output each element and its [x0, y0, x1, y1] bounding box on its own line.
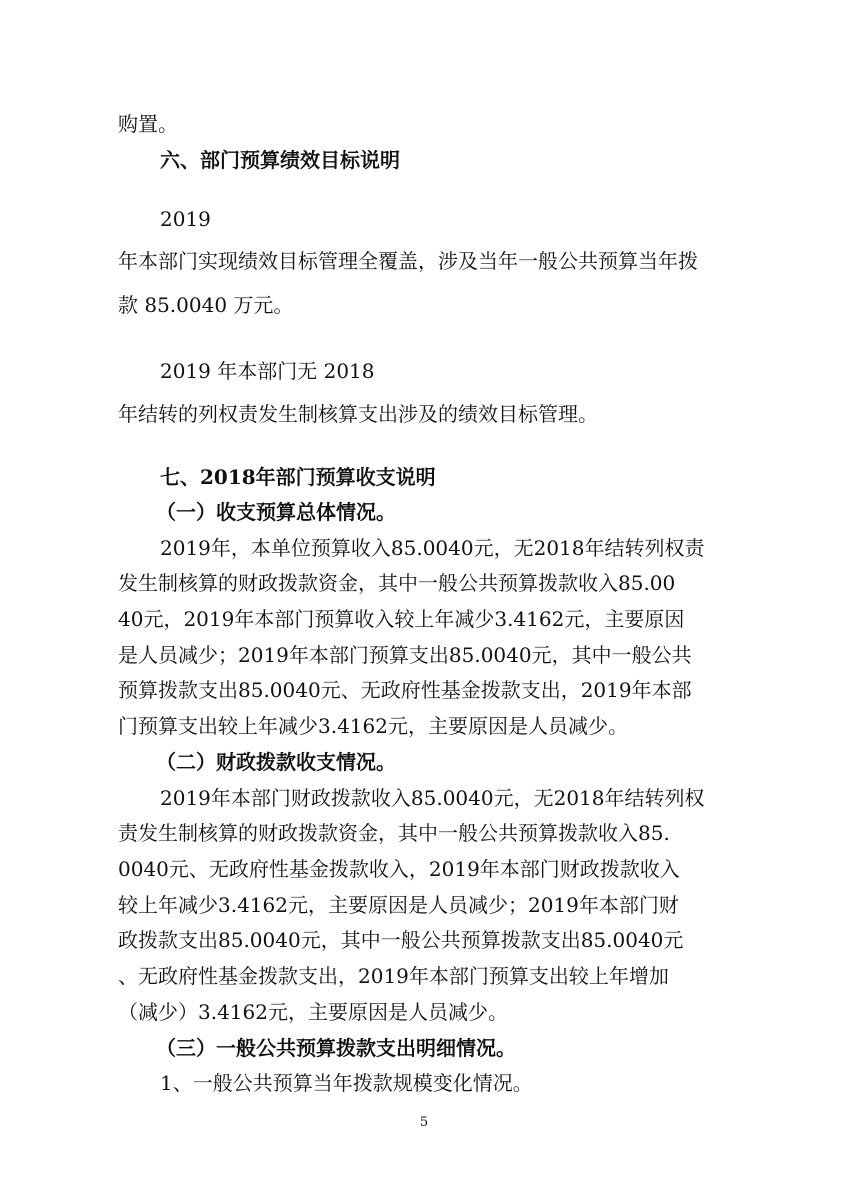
body-text-line: 40元，2019年本部门预算收入较上年减少3.4162元，主要原因: [118, 607, 685, 631]
body-text-line: 2019: [160, 207, 211, 231]
body-text-line: 2019年，本单位预算收入85.0040元，无2018年结转列权责: [160, 536, 705, 560]
page-number: 5: [419, 1115, 429, 1130]
body-text-line: 预算拨款支出85.0040元、无政府性基金拨款支出，2019年本部: [118, 678, 692, 702]
body-text-line: 款 85.0040 万元。: [118, 293, 294, 317]
body-text-line: 是人员减少；2019年本部门预算支出85.0040元，其中一般公共: [118, 643, 692, 667]
body-text-line: 1、一般公共预算当年拨款规模变化情况。: [160, 1071, 533, 1095]
body-text-line: 较上年减少3.4162元，主要原因是人员减少；2019年本部门财: [118, 893, 679, 917]
subsection-heading: （二）财政拨款收支情况。: [156, 750, 396, 774]
body-text-line: 、无政府性基金拨款支出，2019年本部门预算支出较上年增加: [118, 964, 669, 988]
body-text-line: 2019 年本部门无 2018: [160, 359, 375, 383]
body-text-line: 2019年本部门财政拨款收入85.0040元，无2018年结转列权: [160, 786, 705, 810]
body-text-line: （减少）3.4162元，主要原因是人员减少。: [118, 1000, 508, 1024]
body-text-line: 政拨款支出85.0040元，其中一般公共预算拨款支出85.0040元: [118, 928, 684, 952]
body-text-line: 年结转的列权责发生制核算支出涉及的绩效目标管理。: [118, 402, 598, 426]
subsection-heading: （一）收支预算总体情况。: [156, 500, 396, 524]
body-text-line: 年本部门实现绩效目标管理全覆盖，涉及当年一般公共预算当年拨: [118, 249, 698, 273]
body-text-line: 责发生制核算的财政拨款资金，其中一般公共预算拨款收入85.: [118, 821, 670, 845]
body-text-line: 0040元、无政府性基金拨款收入，2019年本部门财政拨款收入: [118, 857, 680, 881]
body-text-line: 购置。: [118, 112, 178, 136]
section-heading: 六、部门预算绩效目标说明: [160, 148, 400, 172]
body-text-line: 门预算支出较上年减少3.4162元，主要原因是人员减少。: [118, 714, 628, 738]
section-heading: 七、2018年部门预算收支说明: [160, 465, 436, 489]
subsection-heading: （三）一般公共预算拨款支出明细情况。: [156, 1036, 516, 1060]
body-text-line: 发生制核算的财政拨款资金，其中一般公共预算拨款收入85.00: [118, 571, 676, 595]
